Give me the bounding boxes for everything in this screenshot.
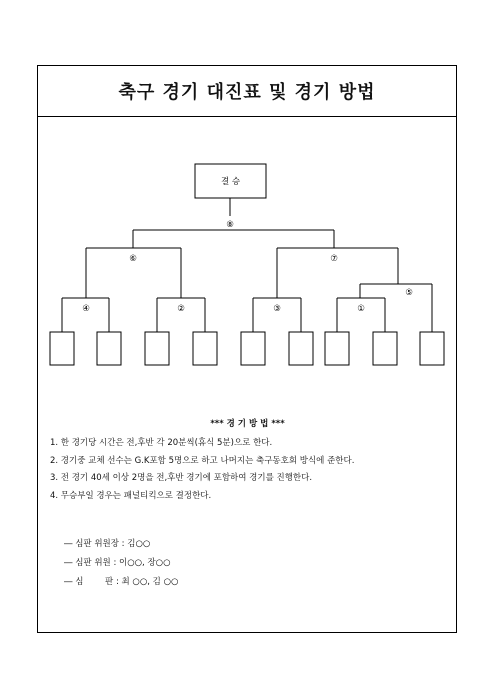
officials-list [64, 535, 178, 592]
official-referees: ― 심 판 : 최 ○○, 김 ○○ [64, 577, 179, 587]
rule-item: 3. 전 경기 40세 이상 2명을 전,후반 경기에 포함하여 경기를 진행한다. [50, 473, 313, 483]
match-number: ⑧ [226, 220, 234, 230]
rule-item: 1. 한 경기당 시간은 전,후반 각 20분씩(휴식 5분)으로 한다. [50, 438, 273, 448]
match-number: ⑤ [405, 288, 413, 298]
official-referee-members: ― 심판 위원 : 이○○, 장○○ [64, 558, 171, 568]
match-number: ① [357, 304, 365, 314]
official-chief-referee: ― 심판 위원장 : 김○○ [64, 539, 151, 549]
team-box [289, 332, 313, 365]
team-box [373, 332, 397, 365]
team-box [325, 332, 349, 365]
page-title: 축구 경기 대진표 및 경기 방법 [118, 82, 376, 103]
team-box [420, 332, 444, 365]
team-box [50, 332, 74, 365]
team-box [241, 332, 265, 365]
team-box [193, 332, 217, 365]
final-label: 결 승 [220, 177, 241, 187]
rule-item: 2. 경기중 교체 선수는 G.K포함 5명으로 하고 나머지는 축구동호회 방식에 준한다. [50, 455, 355, 466]
match-number: ② [177, 304, 185, 314]
rule-item: 4. 무승부일 경우는 패널티킥으로 결정한다. [50, 490, 212, 501]
match-number: ⑦ [330, 254, 338, 264]
team-box [97, 332, 121, 365]
match-number: ③ [273, 304, 281, 314]
match-number: ④ [82, 304, 90, 314]
match-number: ⑥ [129, 254, 137, 264]
rules-list [50, 435, 354, 505]
rules-heading: *** 경 기 방 법 *** [210, 419, 285, 429]
team-box [145, 332, 169, 365]
